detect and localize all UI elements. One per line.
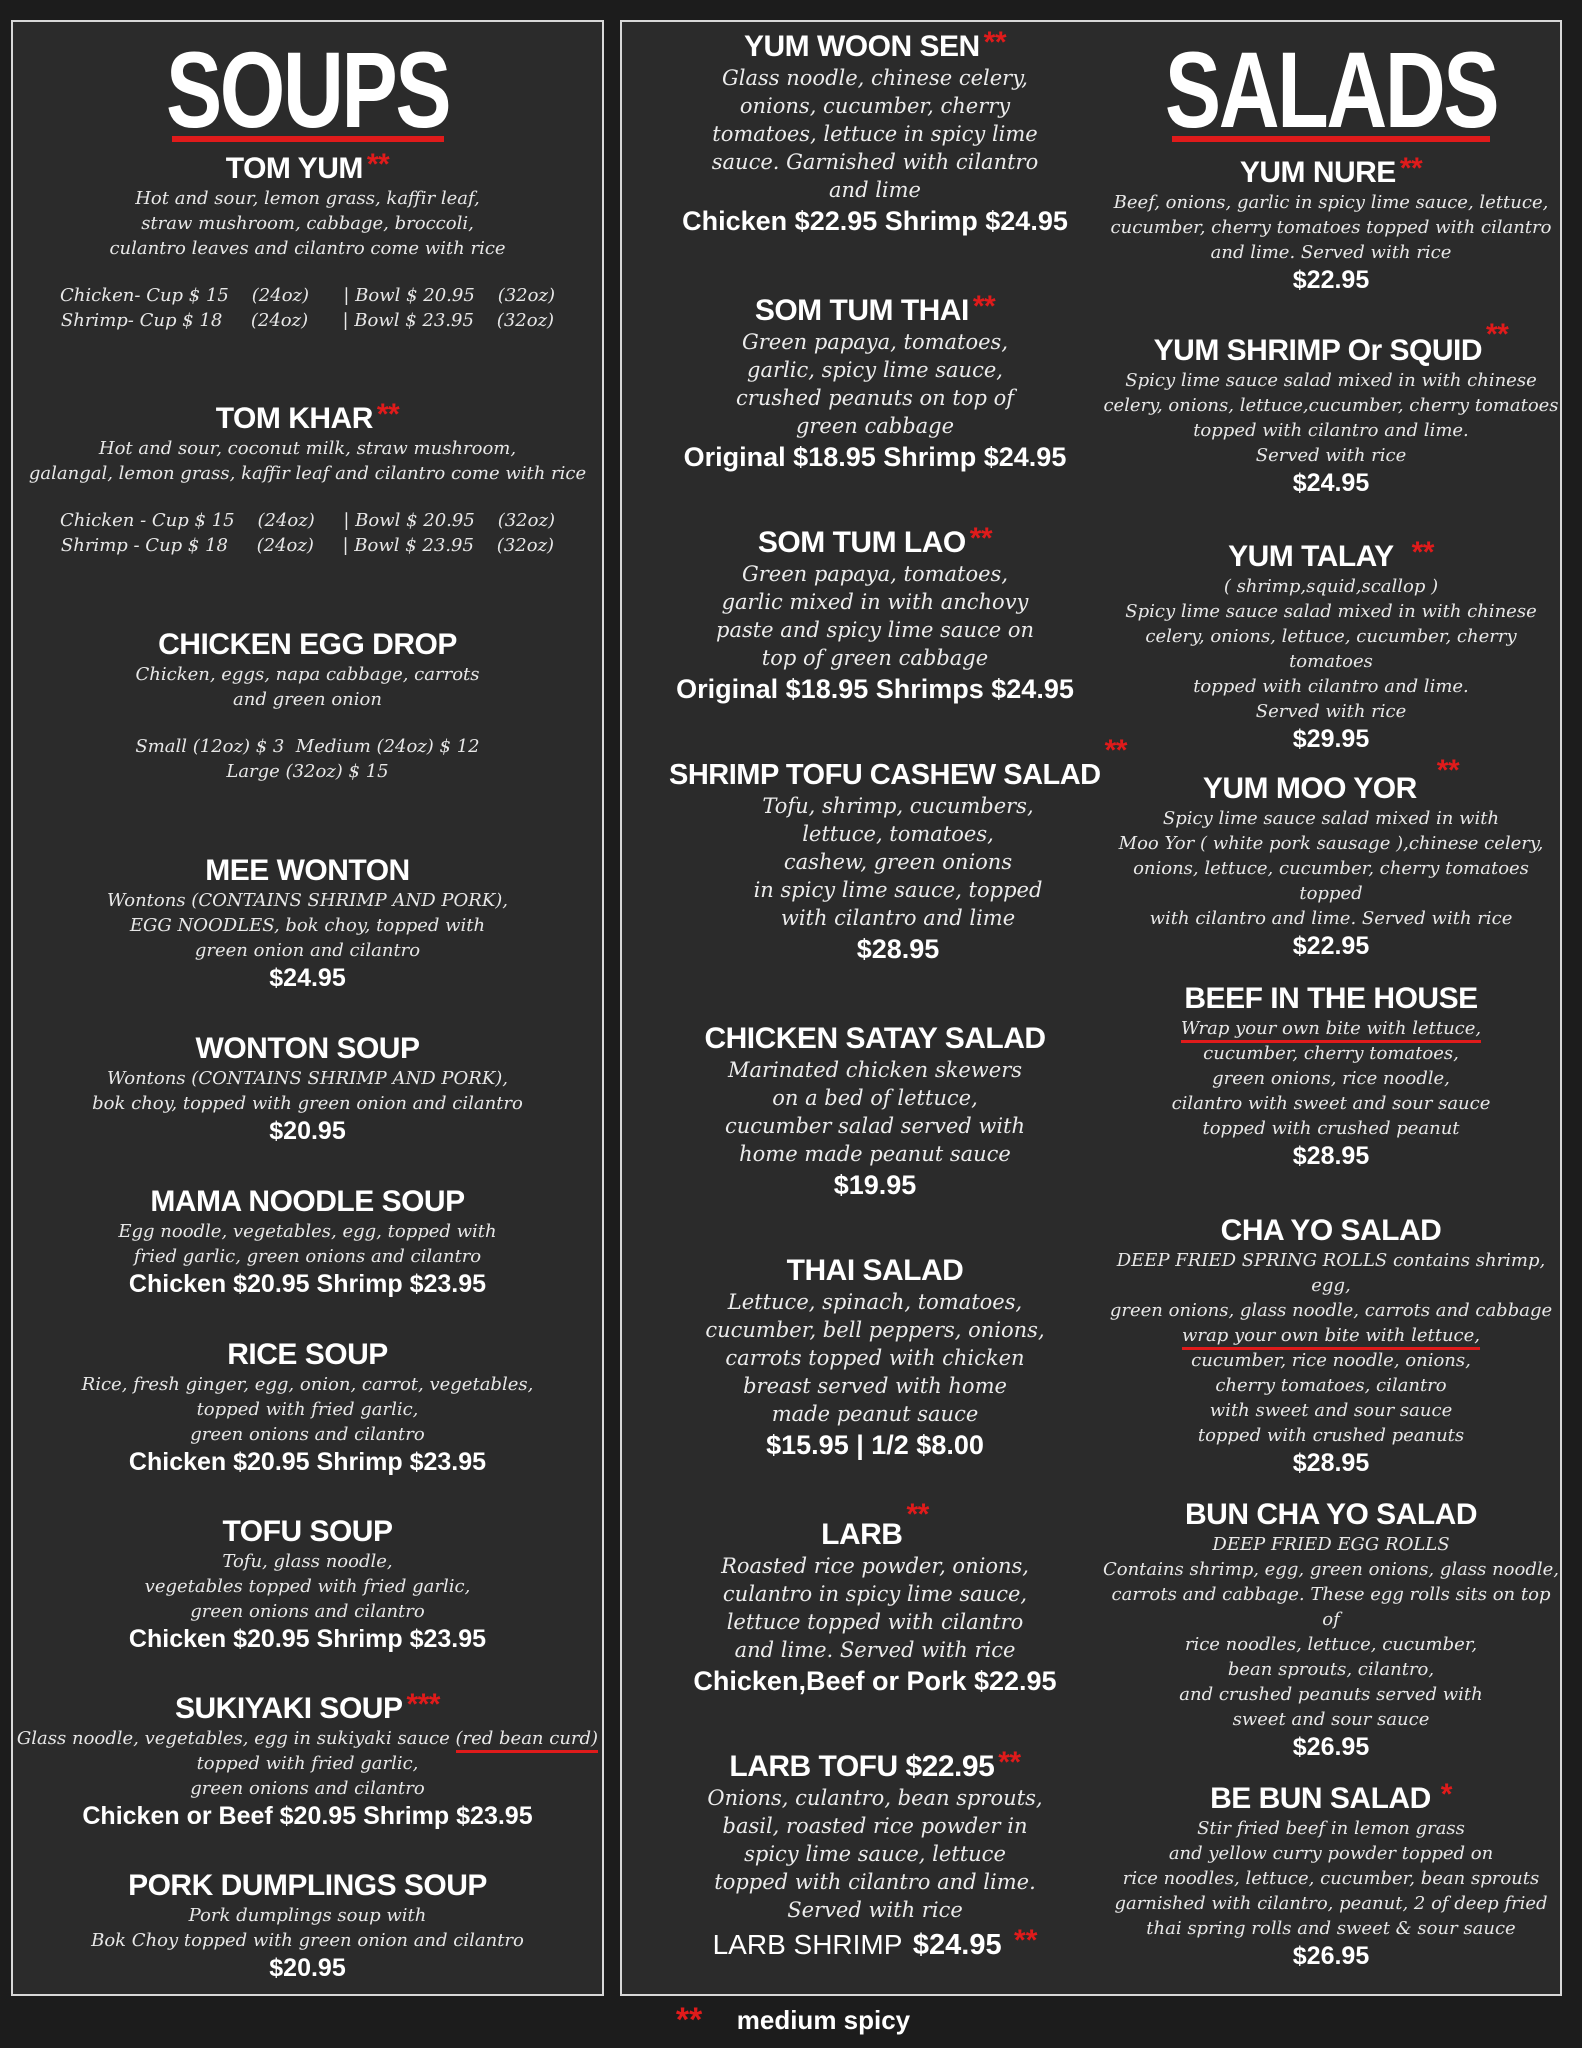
item-desc: Served with rice (1255, 445, 1407, 466)
item-desc: green cabbage (795, 414, 955, 438)
menu-item-larb (622, 1498, 1128, 1698)
item-desc: on a bed of lettuce, (772, 1086, 978, 1110)
menu-item-cha-yo-salad (1102, 1214, 1560, 1478)
item-desc: tomatoes, lettuce in spicy lime (712, 122, 1038, 146)
item-desc-underlined: Wrap your own bite with lettuce, (1181, 1018, 1481, 1043)
item-price: $28.95 (1292, 1142, 1370, 1170)
item-desc: Served with rice (787, 1898, 963, 1922)
spicy-stars: ** (376, 398, 400, 431)
item-desc: Stir fried beef in lemon grass (1197, 1818, 1465, 1839)
item-desc: Onions, culantro, bean sprouts, (707, 1786, 1043, 1810)
item-desc: green onions and cilantro (190, 1601, 425, 1622)
item-name: BE BUN SALAD (1210, 1782, 1431, 1815)
item-desc: breast served with home (743, 1374, 1007, 1398)
item-desc: and green onion (233, 689, 382, 710)
item-desc: cucumber, cherry tomatoes, (1203, 1043, 1459, 1064)
spicy-stars: ** (972, 290, 996, 323)
item-desc: straw mushroom, cabbage, broccoli, (141, 213, 474, 234)
item-name: LARB TOFU $22.95 (729, 1750, 995, 1783)
item-desc: cashew, green onions (783, 850, 1013, 874)
soups-title: SOUPS (165, 29, 450, 150)
menu-item-mee-wonton (13, 854, 602, 993)
item-desc: Wontons (CONTAINS SHRIMP AND PORK), (106, 1068, 509, 1089)
item-name: LARB (821, 1518, 903, 1551)
item-name: YUM NURE (1239, 156, 1396, 189)
menu-item-chicken-egg-drop (13, 628, 602, 784)
item-desc: and yellow curry powder topped on (1168, 1843, 1494, 1864)
menu-item-tom-khar (13, 398, 602, 558)
item-desc: topped with cilantro and lime. (1193, 676, 1469, 697)
spicy-stars: ** (366, 148, 390, 181)
item-desc: green onions, rice noodle, (1212, 1068, 1450, 1089)
item-desc: Egg noodle, vegetables, egg, topped with (118, 1221, 497, 1242)
item-desc: topped with cilantro and lime. (714, 1870, 1036, 1894)
spicy-stars: *** (406, 1688, 440, 1721)
item-desc: Rice, fresh ginger, egg, onion, carrot, vegetables, (81, 1374, 534, 1395)
menu-item-tom-yum (13, 148, 602, 333)
item-desc: topped with cilantro and lime. (1193, 420, 1469, 441)
item-desc: with cilantro and lime (780, 906, 1016, 930)
item-desc: cilantro with sweet and sour sauce (1171, 1093, 1491, 1114)
item-desc: Green papaya, tomatoes, (741, 330, 1008, 354)
item-desc: bean sprouts, cilantro, (1227, 1659, 1435, 1680)
spicy-stars: ** (1104, 734, 1127, 767)
item-price: $20.95 (269, 1954, 346, 1982)
spicy-stars: ** (998, 1746, 1021, 1779)
item-desc: carrots topped with chicken (725, 1346, 1025, 1370)
item-name: BEEF IN THE HOUSE (1184, 982, 1478, 1015)
item-desc: basil, roasted rice powder in (722, 1814, 1028, 1838)
item-desc: vegetables topped with fried garlic, (144, 1576, 471, 1597)
item-desc: top of green cabbage (761, 646, 989, 670)
item-desc: Lettuce, spinach, tomatoes, (727, 1290, 1023, 1314)
item-sizes: Small (12oz) $ 3 Medium (24oz) $ 12 (135, 736, 480, 757)
item-desc: EGG NOODLES, bok choy, topped with (129, 915, 486, 936)
item-desc: Glass noodle, vegetables, egg in sukiyaki sauce (16, 1728, 456, 1749)
item-desc: sauce. Garnished with cilantro (711, 150, 1039, 174)
item-desc: Beef, onions, garlic in spicy lime sauce, lettuce, (1113, 192, 1549, 213)
item-desc: Chicken, eggs, napa cabbage, carrots (135, 664, 480, 685)
item-desc: and lime. Served with rice (1210, 242, 1452, 263)
item-desc: lettuce, tomatoes, (802, 822, 994, 846)
menu-item-shrimp-tofu-cashew-salad (628, 734, 1168, 966)
item-sizes: Large (32oz) $ 15 (226, 761, 389, 782)
menu-item-larb-tofu (622, 1746, 1128, 1962)
item-desc: and lime. Served with rice (734, 1638, 1016, 1662)
item-desc: home made peanut sauce (739, 1142, 1011, 1166)
item-sizes: Shrimp- Cup $ 18 (24oz) | Bowl $ 23.95 (32oz) (60, 310, 555, 331)
larb-shrimp-price: $24.95 (912, 1929, 1002, 1961)
legend-stars: ** (675, 2001, 703, 2039)
item-price: $26.95 (1292, 1733, 1370, 1761)
item-desc: Moo Yor ( white pork sausage ),chinese celery, (1118, 833, 1544, 854)
item-desc: cucumber, bell peppers, onions, (705, 1318, 1045, 1342)
spicy-stars: ** (1014, 1924, 1038, 1957)
item-desc: cucumber, rice noodle, onions, (1191, 1350, 1471, 1371)
item-price: $22.95 (1292, 932, 1370, 960)
item-desc: garlic, spicy lime sauce, (747, 358, 1003, 382)
menu-item-mama-noodle-soup (13, 1185, 602, 1299)
item-desc: Spicy lime sauce salad mixed in with (1162, 808, 1500, 829)
menu-item-som-tum-thai (622, 290, 1128, 474)
spicy-stars: ** (1399, 152, 1423, 185)
menu-item-wonton-soup (13, 1032, 602, 1146)
item-name: SUKIYAKI SOUP (175, 1692, 403, 1725)
item-name: WONTON SOUP (195, 1032, 420, 1065)
item-desc: garnished with cilantro, peanut, 2 of deep fried (1114, 1893, 1548, 1914)
spicy-stars: ** (906, 1498, 929, 1531)
item-desc: cherry tomatoes, cilantro (1215, 1375, 1447, 1396)
item-price: $20.95 (269, 1117, 346, 1145)
item-desc: thai spring rolls and sweet & sour sauce (1146, 1918, 1516, 1939)
item-desc: Spicy lime sauce salad mixed in with chinese (1125, 601, 1537, 622)
menu-item-pork-dumplings-soup (13, 1869, 602, 1983)
menu-item-yum-moo-yor (1102, 754, 1560, 961)
item-price: $29.95 (1292, 725, 1370, 753)
item-desc: Roasted rice powder, onions, (721, 1554, 1029, 1578)
menu-item-yum-talay (1102, 536, 1560, 754)
item-name: SHRIMP TOFU CASHEW SALAD (669, 759, 1101, 791)
menu-item-beef-in-the-house (1102, 982, 1560, 1171)
menu-item-chicken-satay-salad (622, 1022, 1128, 1202)
menu-item-yum-woon-sen (622, 26, 1128, 238)
item-desc: Spicy lime sauce salad mixed in with chinese (1125, 370, 1537, 391)
item-desc: onions, lettuce, cucumber, cherry tomatoes topped (1133, 858, 1529, 904)
item-name: MAMA NOODLE SOUP (150, 1185, 465, 1218)
menu-item-be-bun-salad (1102, 1778, 1560, 1971)
item-desc: Wontons (CONTAINS SHRIMP AND PORK), (106, 890, 509, 911)
item-desc: carrots and cabbage. These egg rolls sits on top of (1111, 1584, 1551, 1630)
salads-panel (620, 20, 1562, 1996)
spicy-stars: ** (1436, 754, 1460, 787)
menu-item-thai-salad (622, 1254, 1128, 1462)
item-desc: garlic mixed in with anchovy (721, 590, 1029, 614)
item-desc: sweet and sour sauce (1232, 1709, 1430, 1730)
item-price: Chicken $20.95 Shrimp $23.95 (128, 1625, 487, 1653)
item-desc: with sweet and sour sauce (1209, 1400, 1453, 1421)
item-name: TOFU SOUP (222, 1515, 393, 1548)
item-price: $24.95 (1292, 469, 1370, 497)
item-name: CHA YO SALAD (1220, 1214, 1442, 1247)
item-desc: DEEP FRIED EGG ROLLS (1212, 1534, 1450, 1555)
item-name: THAI SALAD (786, 1254, 964, 1287)
item-desc: green onion and cilantro (194, 940, 421, 961)
spicy-legend (0, 2003, 1582, 2037)
item-desc: DEEP FRIED SPRING ROLLS contains shrimp, egg, (1116, 1250, 1546, 1296)
item-desc: bok choy, topped with green onion and cilantro (92, 1093, 523, 1114)
item-name: YUM TALAY (1228, 540, 1394, 573)
item-desc: Marinated chicken skewers (727, 1058, 1023, 1082)
item-name: BUN CHA YO SALAD (1184, 1498, 1477, 1531)
item-desc-underlined: (red bean curd) (456, 1728, 599, 1753)
item-desc: Contains shrimp, egg, green onions, glass noodle, (1102, 1559, 1559, 1580)
item-price: $22.95 (1292, 266, 1370, 294)
item-sizes: Chicken- Cup $ 15 (24oz) | Bowl $ 20.95 (32oz) (60, 285, 555, 306)
item-desc: spicy lime sauce, lettuce (744, 1842, 1006, 1866)
menu-item-sukiyaki-soup (13, 1688, 602, 1831)
menu-item-tofu-soup (13, 1515, 602, 1654)
item-desc: and lime (829, 178, 921, 202)
item-name: MEE WONTON (205, 854, 410, 887)
item-desc: Glass noodle, chinese celery, (722, 66, 1028, 90)
item-price: $19.95 (833, 1170, 917, 1200)
menu-item-yum-nure (1102, 152, 1560, 295)
item-desc: green onions and cilantro (190, 1424, 425, 1445)
item-price: $26.95 (1292, 1942, 1370, 1970)
item-desc: topped with fried garlic, (196, 1753, 419, 1774)
item-desc: rice noodles, lettuce, cucumber, bean sprouts (1122, 1868, 1540, 1889)
item-desc: made peanut sauce (771, 1402, 979, 1426)
item-name: YUM SHRIMP Or SQUID (1153, 334, 1482, 367)
item-name: TOM KHAR (215, 402, 373, 435)
item-name: TOM YUM (225, 152, 363, 185)
item-name: YUM MOO YOR (1202, 772, 1417, 805)
item-desc-underlined: wrap your own bite with lettuce, (1182, 1325, 1480, 1350)
item-name: RICE SOUP (227, 1338, 388, 1371)
item-desc: Green papaya, tomatoes, (741, 562, 1008, 586)
item-desc: in spicy lime sauce, topped (753, 878, 1043, 902)
soups-panel (11, 20, 604, 1996)
item-desc: Tofu, glass noodle, (222, 1551, 393, 1572)
spicy-stars: * (1440, 1778, 1452, 1811)
item-desc: green onions and cilantro (190, 1778, 425, 1799)
item-desc: Pork dumplings soup with (188, 1905, 427, 1926)
item-desc: Tofu, shrimp, cucumbers, (762, 794, 1034, 818)
item-desc: rice noodles, lettuce, cucumber, (1184, 1634, 1478, 1655)
item-desc: topped with crushed peanuts (1197, 1425, 1465, 1446)
spicy-stars: ** (983, 26, 1007, 59)
legend-label: medium spicy (736, 2004, 911, 2035)
item-desc: cucumber, cherry tomatoes topped with cilantro (1110, 217, 1552, 238)
item-price: Original $18.95 Shrimps $24.95 (676, 674, 1074, 704)
item-price: Chicken $20.95 Shrimp $23.95 (128, 1270, 487, 1298)
item-desc: green onions, glass noodle, carrots and cabbage (1109, 1300, 1553, 1321)
item-price: $28.95 (856, 934, 940, 964)
spicy-stars: ** (1411, 536, 1434, 569)
item-desc: Hot and sour, coconut milk, straw mushroom, (98, 438, 517, 459)
item-price: Chicken,Beef or Pork $22.95 (693, 1666, 1057, 1696)
item-desc: crushed peanuts on top of (736, 386, 1014, 410)
item-desc: lettuce topped with cilantro (726, 1610, 1024, 1634)
item-price: $24.95 (269, 964, 346, 992)
item-desc: and crushed peanuts served with (1179, 1684, 1483, 1705)
item-desc: celery, onions, lettuce,cucumber, cherry tomatoes (1103, 395, 1559, 416)
item-desc: Served with rice (1255, 701, 1407, 722)
menu-item-som-tum-lao (622, 522, 1128, 706)
menu-item-rice-soup (13, 1338, 602, 1477)
item-price: $28.95 (1292, 1449, 1370, 1477)
item-name: CHICKEN SATAY SALAD (704, 1022, 1046, 1055)
item-sizes: Shrimp - Cup $ 18 (24oz) | Bowl $ 23.95 (32oz) (60, 535, 555, 556)
item-desc: with cilantro and lime. Served with rice (1149, 908, 1513, 929)
salads-title: SALADS (1164, 29, 1498, 150)
item-desc: topped with crushed peanut (1202, 1118, 1460, 1139)
item-desc: galangal, lemon grass, kaffir leaf and cilantro come with rice (28, 463, 587, 484)
item-desc: Hot and sour, lemon grass, kaffir leaf, (135, 188, 480, 209)
item-desc: onions, cucumber, cherry (739, 94, 1011, 118)
item-name: YUM WOON SEN (743, 30, 980, 63)
menu-item-bun-cha-yo-salad (1102, 1498, 1560, 1762)
item-name: CHICKEN EGG DROP (158, 628, 457, 661)
menu-item-yum-shrimp-or-squid (1102, 318, 1560, 498)
item-desc: topped with fried garlic, (196, 1399, 419, 1420)
item-desc: culantro leaves and cilantro come with rice (109, 238, 506, 259)
larb-shrimp-label: LARB SHRIMP (712, 1929, 903, 1960)
item-name: SOM TUM LAO (757, 526, 966, 559)
item-desc: cucumber salad served with (724, 1114, 1026, 1138)
item-desc: ( shrimp,squid,scallop ) (1223, 576, 1439, 597)
item-name: PORK DUMPLINGS SOUP (128, 1869, 487, 1902)
item-desc: celery, onions, lettuce, cucumber, cherry tomatoes (1145, 626, 1517, 672)
spicy-stars: ** (1485, 318, 1509, 351)
item-price: $15.95 | 1/2 $8.00 (766, 1430, 984, 1460)
item-price: Chicken $20.95 Shrimp $23.95 (128, 1448, 487, 1476)
item-sizes: Chicken - Cup $ 15 (24oz) | Bowl $ 20.95 (32oz) (60, 510, 555, 531)
item-price: Original $18.95 Shrimp $24.95 (683, 442, 1067, 472)
spicy-stars: ** (969, 522, 993, 555)
item-name: SOM TUM THAI (754, 294, 969, 327)
item-desc: culantro in spicy lime sauce, (722, 1582, 1028, 1606)
item-price: Chicken $22.95 Shrimp $24.95 (682, 206, 1068, 236)
item-desc: paste and spicy lime sauce on (716, 618, 1034, 642)
item-desc: Bok Choy topped with green onion and cilantro (91, 1930, 524, 1951)
item-desc: fried garlic, green onions and cilantro (133, 1246, 482, 1267)
item-price: Chicken or Beef $20.95 Shrimp $23.95 (82, 1802, 533, 1830)
